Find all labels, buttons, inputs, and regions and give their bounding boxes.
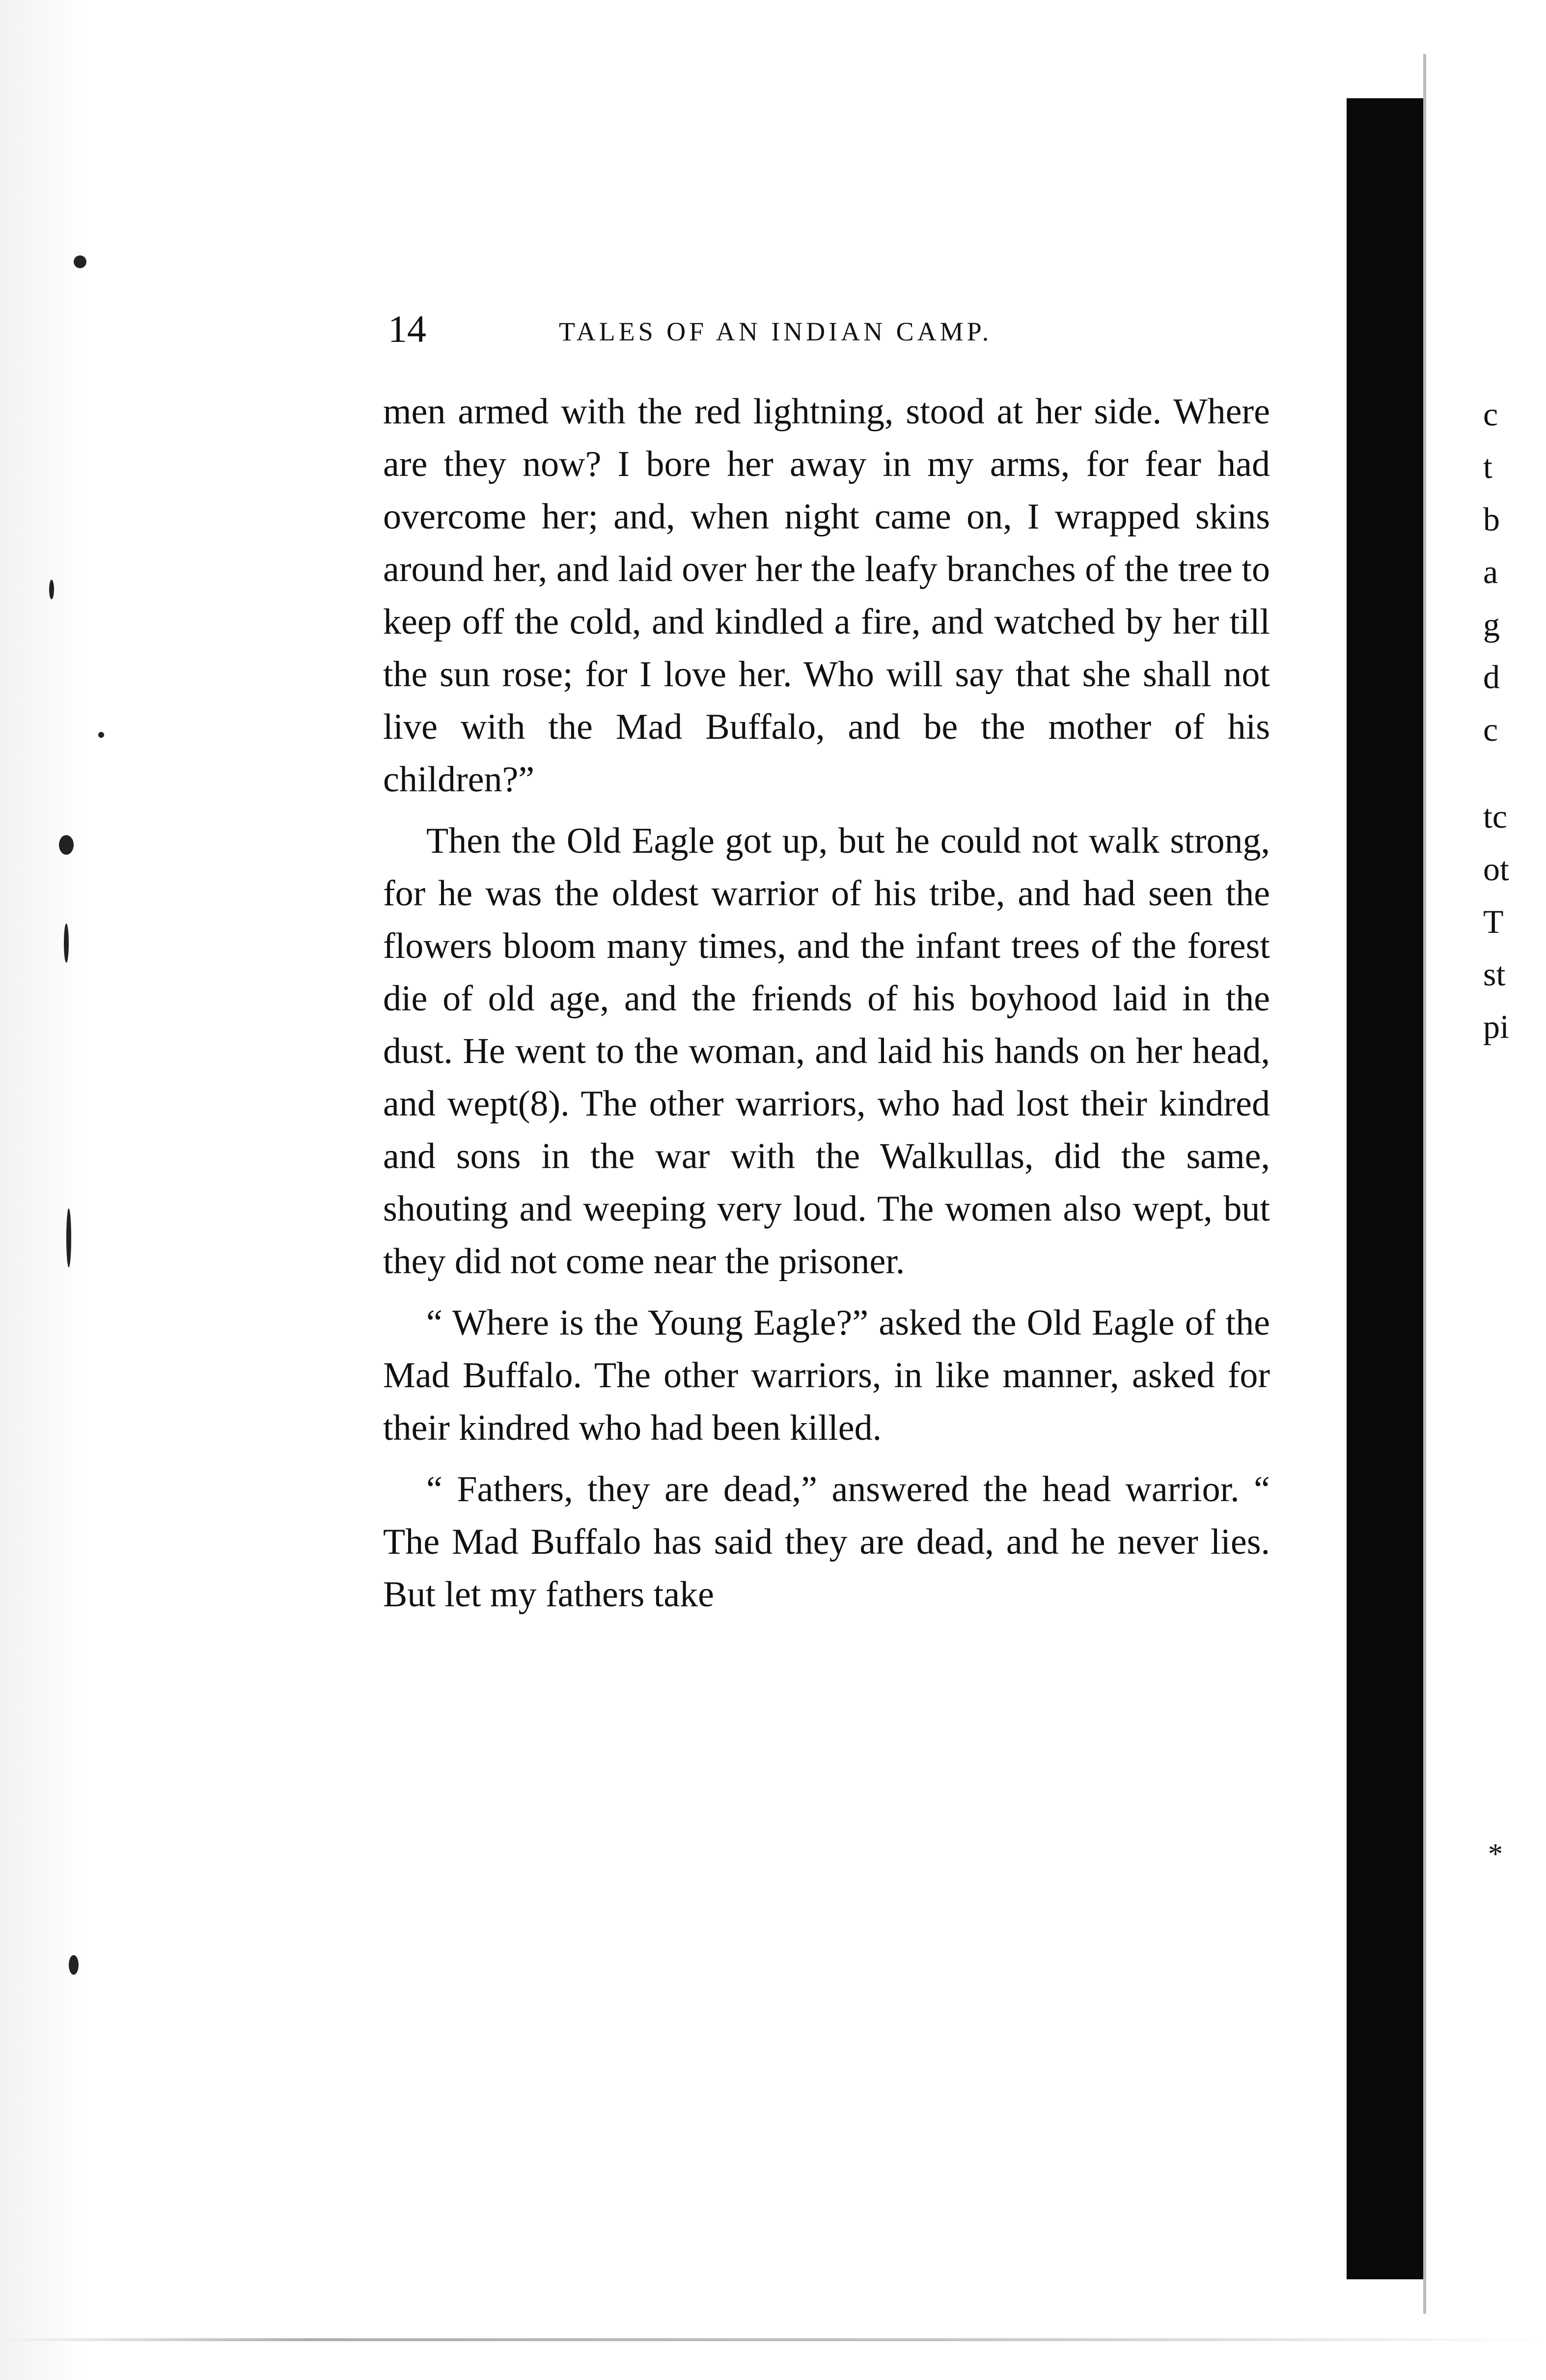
fragment-text: pi [1483, 1008, 1509, 1045]
scan-speck [66, 1208, 71, 1267]
running-head [363, 305, 1272, 359]
scan-speck [59, 835, 74, 855]
fragment-text: g [1483, 606, 1500, 643]
paragraph: Then the Old Eagle got up, but he could not walk strong, for he was the oldest warrior of his tribe, and had seen the flowers bloom many times, and the infant trees of the forest die of old age, and the friends of his boyhood laid in the dust. He went to the woman, and laid his hands on her head, and wept(8). The other warriors, who had lost their kindred and sons in the war with the Walkullas, did the same, shouting and weeping very loud. The women also wept, but they did not come near the prisoner. [383, 821, 1270, 1282]
fragment-text: b [1483, 501, 1500, 538]
binding-shadow [1347, 98, 1423, 2279]
page-edge [1423, 54, 1426, 2314]
running-title: TALES OF AN INDIAN CAMP. [559, 317, 993, 346]
fragment-text: a [1483, 553, 1498, 590]
scan-speck [98, 732, 104, 738]
fragment-text: st [1483, 955, 1506, 993]
scan-speck [49, 580, 54, 599]
page-number: 14 [388, 308, 426, 350]
scan-speck [74, 255, 86, 268]
fragment-text: c [1483, 711, 1498, 748]
facing-page-fragments [1483, 388, 1546, 1053]
paragraph: “ Fathers, they are dead,” answered the head warrior. “ The Mad Buffalo has said they are dead, and he never lies. But let my fathers take [383, 1469, 1270, 1615]
scan-speck [64, 924, 69, 963]
scan-left-margin [0, 0, 128, 2380]
scan-speck [69, 1955, 79, 1975]
fragment-text: ot [1483, 850, 1509, 888]
fragment-text: d [1483, 658, 1500, 696]
fragment-text: t [1483, 448, 1492, 485]
fragment-text: T [1483, 903, 1504, 940]
book-page [363, 275, 1282, 1896]
asterisk-mark: * [1488, 1838, 1503, 1870]
scan-bottom-edge [0, 2338, 1546, 2341]
fragment-text: c [1483, 395, 1498, 433]
body-text [383, 386, 1270, 1621]
paragraph: men armed with the red lightning, stood at her side. Where are they now? I bore her away in my arms, for fear had overcome her; and, when night came on, I wrapped skins around her, and laid over her the leafy branches of the tree to keep off the cold, and kindled a fire, and watched by her till the sun rose; for I love her. Who will say that she shall not live with the Mad Buffalo, and be the mother of his children?” [383, 392, 1270, 800]
fragment-text: tc [1483, 798, 1508, 835]
paragraph: “ Where is the Young Eagle?” asked the Old Eagle of the Mad Buffalo. The other warriors, in like manner, asked for their kindred who had been killed. [383, 1303, 1270, 1448]
